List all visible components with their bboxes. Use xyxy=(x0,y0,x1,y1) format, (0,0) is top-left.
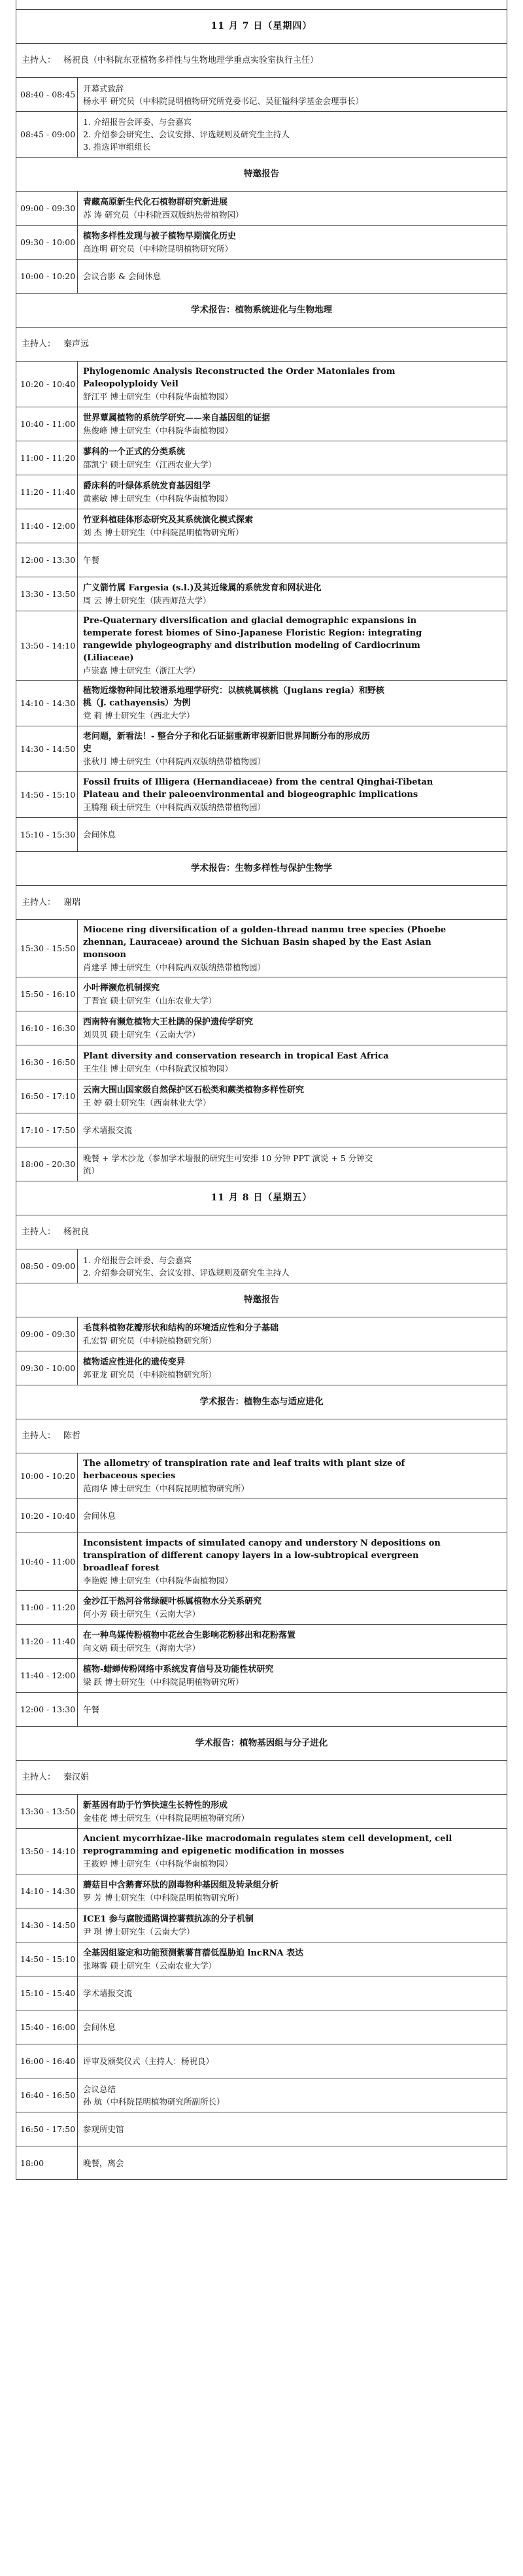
host-name: 陈哲 xyxy=(63,1431,81,1441)
content-cell xyxy=(78,1829,507,1874)
content-cell xyxy=(78,192,507,225)
host-name: 秦汉娟 xyxy=(63,1772,90,1782)
speaker-line: 邵凯宁 硕士研究生（江西农业大学） xyxy=(83,459,216,469)
talk-title: 史 xyxy=(83,744,92,754)
content-cell xyxy=(78,1659,507,1692)
schedule-row xyxy=(16,1351,507,1385)
time-cell: 13:30 - 13:50 xyxy=(16,1795,78,1828)
agenda-text: 孙 航（中科院昆明植物研究所副所长） xyxy=(83,2096,225,2107)
section-title: 学术报告：植物基因组与分子进化 xyxy=(195,1738,328,1748)
host-name: 杨祝良 xyxy=(63,1227,90,1237)
agenda-text: 晚餐，离会 xyxy=(83,2158,124,2168)
time-cell: 18:00 - 20:30 xyxy=(16,1147,78,1181)
talk-title: 云南大围山国家级自然保护区石松类和蕨类植物多样性研究 xyxy=(83,1085,305,1095)
schedule-row xyxy=(16,2078,507,2112)
host-name: 谢瑞 xyxy=(63,898,81,907)
speaker-line: 王筱婷 博士研究生（中科院华南植物园） xyxy=(83,1859,233,1869)
content-cell xyxy=(78,2146,507,2179)
schedule-row xyxy=(16,191,507,225)
time-cell: 16:40 - 16:50 xyxy=(16,2078,78,2112)
host-row xyxy=(16,1760,507,1794)
content-cell xyxy=(78,726,507,771)
section-header xyxy=(16,1726,507,1760)
content-cell xyxy=(78,1625,507,1658)
time-cell: 09:00 - 09:30 xyxy=(16,192,78,225)
schedule-row xyxy=(16,1658,507,1692)
content-cell xyxy=(78,2078,507,2112)
speaker-line: 党 莉 博士研究生（西北大学） xyxy=(83,711,195,720)
content-cell xyxy=(78,1908,507,1942)
agenda-text: 会间休息 xyxy=(83,830,116,839)
talk-title: 植物近缘物种间比较谱系地理学研究：以核桃属核桃（Juglans regia）和野核 xyxy=(83,686,384,696)
schedule-row xyxy=(16,2146,507,2180)
talk-title: Pre-Quaternary diversification and glacial demographic expansions in xyxy=(83,616,417,626)
speaker-line: 高连明 研究员（中科院昆明植物研究所） xyxy=(83,243,233,254)
talk-title: monsoon xyxy=(83,949,126,960)
speaker-line: 罗 芳 博士研究生（中科院昆明植物研究所） xyxy=(83,1892,244,1903)
schedule-table xyxy=(16,0,507,2180)
time-cell: 14:30 - 14:50 xyxy=(16,726,78,771)
speaker-line: 卢崇嘉 博士研究生（浙江大学） xyxy=(83,666,200,675)
talk-title: 老问题，新看法！- 整合分子和化石证据重新审视新旧世界间断分布的形成历 xyxy=(83,732,370,741)
schedule-row xyxy=(16,1113,507,1147)
content-cell xyxy=(78,509,507,543)
agenda-text: 流） xyxy=(83,1165,100,1176)
host-row xyxy=(16,327,507,361)
content-cell xyxy=(78,226,507,259)
host-name: 杨祝良（中科院东亚植物多样性与生物地理学重点实验室执行主任） xyxy=(63,56,319,65)
content-cell xyxy=(78,1942,507,1976)
speaker-line: 梁 跃 博士研究生（中科院昆明植物研究所） xyxy=(83,1676,244,1687)
agenda-text: 开幕式致辞 xyxy=(83,83,124,93)
content-cell xyxy=(78,818,507,851)
talk-title: 竹亚科植硅体形态研究及其系统演化模式探索 xyxy=(83,515,254,525)
section-title: 特邀报告 xyxy=(244,169,279,179)
talk-title: 广义箭竹属 Fargesia (s.l.)及其近缘属的系统发育和网状进化 xyxy=(83,583,322,593)
content-cell xyxy=(78,1011,507,1045)
content-cell xyxy=(78,112,507,157)
agenda-text: 会间休息 xyxy=(83,2022,116,2032)
time-cell: 11:40 - 12:00 xyxy=(16,509,78,543)
time-cell: 16:30 - 16:50 xyxy=(16,1045,78,1079)
time-cell: 14:10 - 14:30 xyxy=(16,1874,78,1908)
content-cell xyxy=(78,920,507,977)
host-row xyxy=(16,43,507,77)
talk-title: herbaceous species xyxy=(83,1471,176,1481)
agenda-text: 2. 介绍参会研究生、会议安排、评选规则及研究生主持人 xyxy=(83,1267,290,1278)
schedule-row xyxy=(16,977,507,1011)
schedule-row xyxy=(16,407,507,441)
time-cell: 11:00 - 11:20 xyxy=(16,441,78,475)
agenda-text: 2. 介绍参会研究生、会议安排、评选规则及研究生主持人 xyxy=(83,129,290,139)
content-cell xyxy=(78,2044,507,2078)
schedule-row xyxy=(16,726,507,771)
content-cell xyxy=(78,475,507,509)
host-name: 秦声远 xyxy=(63,339,90,349)
time-cell: 10:20 - 10:40 xyxy=(16,362,78,407)
schedule-row xyxy=(16,1590,507,1624)
speaker-line: 舒江平 博士研究生（中科院华南植物园） xyxy=(83,392,233,401)
section-title: 学术报告：植物系统进化与生物地理 xyxy=(191,305,332,315)
host-label: 主持人： xyxy=(22,56,56,65)
schedule-row xyxy=(16,771,507,817)
time-cell: 15:40 - 16:00 xyxy=(16,2010,78,2044)
speaker-line: 肖建孚 博士研究生（中科院西双版纳热带植物园） xyxy=(83,962,265,972)
speaker-line: 何小芳 硕士研究生（云南大学） xyxy=(83,1608,200,1619)
schedule-row xyxy=(16,1453,507,1499)
section-header xyxy=(16,293,507,327)
schedule-row xyxy=(16,611,507,680)
time-cell: 10:20 - 10:40 xyxy=(16,1499,78,1533)
talk-title: Phylogenomic Analysis Reconstructed the Order Matoniales from xyxy=(83,367,396,377)
speaker-line: 丁晋宜 硕士研究生（山东农业大学） xyxy=(83,995,216,1006)
day-header xyxy=(16,1181,507,1215)
content-cell xyxy=(78,1113,507,1147)
talk-title: ICE1 参与腐胺通路调控薯蓣抗冻的分子机制 xyxy=(83,1914,254,1924)
section-title: 学术报告：生物多样性与保护生物学 xyxy=(191,863,332,873)
talk-title: 青藏高原新生代化石植物群研究新进展 xyxy=(83,197,228,207)
section-header xyxy=(16,157,507,191)
schedule-row xyxy=(16,361,507,407)
talk-title: 植物-蜡蝉传粉网络中系统发育信号及功能性状研究 xyxy=(83,1664,274,1674)
agenda-text: 学术墙报交流 xyxy=(83,1988,133,1998)
section-title: 学术报告：植物生态与适应进化 xyxy=(199,1397,324,1407)
talk-title: 植物适应性进化的遗传变异 xyxy=(83,1357,186,1367)
schedule-row xyxy=(16,2112,507,2146)
content-cell xyxy=(78,543,507,577)
schedule-row xyxy=(16,1011,507,1045)
content-cell xyxy=(78,362,507,407)
agenda-text: 午餐 xyxy=(83,1704,100,1714)
schedule-row xyxy=(16,1976,507,2010)
schedule-row xyxy=(16,441,507,475)
talk-title: 全基因组鉴定和功能预测紫薯苜蓿低温胁迫 lncRNA 表达 xyxy=(83,1948,304,1958)
talk-title: Plant diversity and conservation research in tropical East Africa xyxy=(83,1051,389,1061)
time-cell: 17:10 - 17:50 xyxy=(16,1113,78,1147)
time-cell: 14:10 - 14:30 xyxy=(16,681,78,726)
talk-title: 小叶榉濒危机制探究 xyxy=(83,983,160,993)
agenda-text: 会议总结 xyxy=(83,2084,116,2094)
content-cell xyxy=(78,681,507,726)
content-cell xyxy=(78,772,507,817)
time-cell: 08:50 - 09:00 xyxy=(16,1249,78,1283)
speaker-line: 刘贝贝 硕士研究生（云南大学） xyxy=(83,1029,200,1040)
time-cell: 16:50 - 17:50 xyxy=(16,2112,78,2146)
content-cell xyxy=(78,1249,507,1283)
section-header xyxy=(16,851,507,885)
content-cell xyxy=(78,1693,507,1726)
talk-title: broadleaf forest xyxy=(83,1563,160,1573)
talk-title: 世界蕈属植物的系统学研究——来自基因组的证据 xyxy=(83,413,271,423)
talk-title: Miocene ring diversification of a golden-thread nanmu tree species (Phoebe xyxy=(83,924,447,935)
schedule-row xyxy=(16,225,507,259)
schedule-row xyxy=(16,1317,507,1351)
schedule-row xyxy=(16,1874,507,1908)
schedule-row xyxy=(16,1249,507,1283)
time-cell: 10:00 - 10:20 xyxy=(16,260,78,293)
schedule-row xyxy=(16,1147,507,1181)
host-row xyxy=(16,1419,507,1453)
speaker-line: 孔宏智 研究员（中科院植物研究所） xyxy=(83,1335,216,1346)
section-header xyxy=(16,1283,507,1317)
speaker-line: 范雨华 博士研究生（中科院昆明植物研究所） xyxy=(83,1483,249,1493)
agenda-text: 会间休息 xyxy=(83,1511,116,1521)
talk-title: 西南特有濒危植物大王杜鹃的保护遗传学研究 xyxy=(83,1017,254,1027)
talk-title: 新基因有助于竹笋快速生长特性的形成 xyxy=(83,1800,228,1810)
day-title: 11 月 7 日（星期四） xyxy=(211,21,312,31)
speaker-line: 尹 琪 博士研究生（云南大学） xyxy=(83,1926,195,1937)
content-cell xyxy=(78,1147,507,1181)
speaker-line: 刘 杰 博士研究生（中科院昆明植物研究所） xyxy=(83,527,244,537)
schedule-row xyxy=(16,543,507,577)
content-cell xyxy=(78,1976,507,2010)
content-cell xyxy=(78,1045,507,1079)
talk-title: The allometry of transpiration rate and leaf traits with plant size of xyxy=(83,1459,405,1468)
time-cell: 16:50 - 17:10 xyxy=(16,1079,78,1113)
host-label: 主持人： xyxy=(22,1772,56,1782)
speaker-line: 苏 涛 研究员（中科院西双版纳热带植物园） xyxy=(83,209,244,220)
speaker-line: 张秋月 博士研究生（中科院西双版纳热带植物园） xyxy=(83,756,265,766)
talk-title: transpiration of different canopy layers in a low-subtropical evergreen xyxy=(83,1550,419,1561)
agenda-text: 评审及颁奖仪式（主持人：杨祝良） xyxy=(83,2056,214,2066)
section-header xyxy=(16,1385,507,1419)
talk-title: Paleopolyploidy Veil xyxy=(83,379,178,389)
time-cell: 14:50 - 15:10 xyxy=(16,1942,78,1976)
time-cell: 14:30 - 14:50 xyxy=(16,1908,78,1942)
time-cell: 11:20 - 11:40 xyxy=(16,475,78,509)
speaker-line: 金桂花 博士研究生（中科院昆明植物研究所） xyxy=(83,1812,249,1823)
schedule-row xyxy=(16,2010,507,2044)
talk-title: 金沙江干热河谷常绿硬叶栎属植物水分关系研究 xyxy=(83,1596,262,1606)
talk-title: 在一种鸟媒传粉植物中花丝合生影响花粉移出和花粉落置 xyxy=(83,1630,296,1640)
content-cell xyxy=(78,407,507,441)
talk-title: 桃（J. cathayensis）为例 xyxy=(83,698,191,708)
time-cell: 13:50 - 14:10 xyxy=(16,611,78,680)
speaker-line: 张琳雾 硕士研究生（云南农业大学） xyxy=(83,1960,216,1971)
agenda-text: 学术墙报交流 xyxy=(83,1125,133,1135)
time-cell: 10:40 - 11:00 xyxy=(16,407,78,441)
speaker-line: 周 云 博士研究生（陕西师范大学） xyxy=(83,595,211,605)
speaker-line: 王腾翔 硕士研究生（中科院西双版纳热带植物园） xyxy=(83,802,265,812)
talk-title: Plateau and their paleoenvironmental and biogeographic implications xyxy=(83,790,418,800)
time-cell: 16:10 - 16:30 xyxy=(16,1011,78,1045)
time-cell: 15:50 - 16:10 xyxy=(16,977,78,1011)
host-label: 主持人： xyxy=(22,898,56,907)
schedule-row xyxy=(16,509,507,543)
time-cell: 15:10 - 15:40 xyxy=(16,1976,78,2010)
agenda-text: 午餐 xyxy=(83,555,100,565)
talk-title: rangewide phylogeography and distribution modeling of Cardiocrinum xyxy=(83,641,420,651)
time-cell: 10:40 - 11:00 xyxy=(16,1533,78,1590)
agenda-text: 参观所史馆 xyxy=(83,2124,124,2134)
day-title: 11 月 8 日（星期五） xyxy=(211,1193,312,1203)
agenda-text: 3. 推选评审组组长 xyxy=(83,142,151,152)
agenda-text: 1. 介绍报告会评委、与会嘉宾 xyxy=(83,1255,192,1265)
time-cell: 09:00 - 09:30 xyxy=(16,1317,78,1351)
host-label: 主持人： xyxy=(22,1431,56,1441)
talk-title: 植物多样性发现与被子植物早期演化历史 xyxy=(83,231,237,241)
time-cell: 15:30 - 15:50 xyxy=(16,920,78,977)
host-label: 主持人： xyxy=(22,339,56,349)
content-cell xyxy=(78,441,507,475)
content-cell xyxy=(78,2010,507,2044)
talk-title: zhennan, Lauraceae) around the Sichuan Basin shaped by the East Asian xyxy=(83,937,431,947)
talk-title: Inconsistent impacts of simulated canopy and understory N depositions on xyxy=(83,1538,441,1548)
schedule-row xyxy=(16,1499,507,1533)
content-cell xyxy=(78,2112,507,2146)
time-cell: 09:30 - 10:00 xyxy=(16,226,78,259)
content-cell xyxy=(78,1533,507,1590)
host-label: 主持人： xyxy=(22,1227,56,1237)
time-cell: 11:40 - 12:00 xyxy=(16,1659,78,1692)
talk-title: 蓼科的一个正式的分类系统 xyxy=(83,447,186,457)
content-cell xyxy=(78,1351,507,1385)
schedule-row xyxy=(16,1533,507,1590)
time-cell: 11:20 - 11:40 xyxy=(16,1625,78,1658)
time-cell: 16:00 - 16:40 xyxy=(16,2044,78,2078)
schedule-row xyxy=(16,1828,507,1874)
content-cell xyxy=(78,1591,507,1624)
schedule-row xyxy=(16,817,507,851)
speaker-line: 向文婧 硕士研究生（海南大学） xyxy=(83,1642,200,1653)
section-title: 特邀报告 xyxy=(244,1295,279,1305)
speaker-line: 王生佳 博士研究生（中科院武汉植物园） xyxy=(83,1063,233,1074)
content-cell xyxy=(78,577,507,611)
speaker-line: 王 婷 硕士研究生（西南林业大学） xyxy=(83,1097,211,1108)
speaker-line: 李艳妮 博士研究生（中科院华南植物园） xyxy=(83,1575,233,1585)
time-cell: 14:50 - 15:10 xyxy=(16,772,78,817)
time-cell: 11:00 - 11:20 xyxy=(16,1591,78,1624)
content-cell xyxy=(78,1874,507,1908)
schedule-row xyxy=(16,1045,507,1079)
time-cell: 08:40 - 08:45 xyxy=(16,78,78,111)
talk-title: temperate forest biomes of Sino-Japanese Floristic Region: integrating xyxy=(83,628,422,638)
time-cell: 09:30 - 10:00 xyxy=(16,1351,78,1385)
time-cell: 12:00 - 13:30 xyxy=(16,543,78,577)
schedule-row xyxy=(16,1794,507,1828)
talk-title: (Liliaceae) xyxy=(83,653,134,663)
talk-title: Fossil fruits of Illigera (Hernandiaceae) from the central Qinghai-Tibetan xyxy=(83,777,433,787)
content-cell xyxy=(78,977,507,1011)
speaker-line: 焦俊峰 博士研究生（中科院华南植物园） xyxy=(83,425,233,435)
agenda-text: 会议合影 & 会间休息 xyxy=(83,271,161,281)
schedule-row xyxy=(16,111,507,157)
host-row xyxy=(16,885,507,919)
agenda-text: 1. 介绍报告会评委、与会嘉宾 xyxy=(83,117,192,127)
content-cell xyxy=(78,1795,507,1828)
content-cell xyxy=(78,1317,507,1351)
schedule-row xyxy=(16,680,507,726)
content-cell xyxy=(78,78,507,111)
time-cell: 12:00 - 13:30 xyxy=(16,1693,78,1726)
schedule-row xyxy=(16,1624,507,1658)
content-cell xyxy=(78,1499,507,1533)
schedule-row xyxy=(16,259,507,293)
schedule-row xyxy=(16,1079,507,1113)
agenda-text: 晚餐 + 学术沙龙（参加学术墙报的研究生可安排 10 分钟 PPT 演说 + 5 分钟交 xyxy=(83,1153,373,1163)
speaker-line: 郭亚龙 研究员（中科院植物研究所） xyxy=(83,1369,216,1380)
time-cell: 13:30 - 13:50 xyxy=(16,577,78,611)
time-cell: 10:00 - 10:20 xyxy=(16,1453,78,1499)
talk-title: reprogramming and epigenetic modification in mosses xyxy=(83,1846,345,1856)
talk-title: 爵床科的叶绿体系统发育基因组学 xyxy=(83,481,211,491)
schedule-row xyxy=(16,577,507,611)
schedule-row xyxy=(16,2044,507,2078)
talk-title: 毛茛科植物花瓣形状和结构的环境适应性和分子基础 xyxy=(83,1323,279,1333)
talk-title: Ancient mycorrhizae-like macrodomain regulates stem cell development, cell xyxy=(83,1834,452,1844)
content-cell xyxy=(78,1079,507,1113)
schedule-row xyxy=(16,919,507,977)
host-row xyxy=(16,1215,507,1249)
talk-title: 蘑菇目中含鹅膏环肽的剧毒物种基因组及转录组分析 xyxy=(83,1880,279,1890)
speaker-line: 黄素敏 博士研究生（中科院华南植物园） xyxy=(83,493,233,503)
time-cell: 08:45 - 09:00 xyxy=(16,112,78,157)
content-cell xyxy=(78,260,507,293)
content-cell xyxy=(78,611,507,680)
content-cell xyxy=(78,1453,507,1499)
day-header xyxy=(16,9,507,43)
schedule-row xyxy=(16,475,507,509)
schedule-row xyxy=(16,1692,507,1726)
time-cell: 15:10 - 15:30 xyxy=(16,818,78,851)
agenda-text: 杨永平 研究员（中科院昆明植物研究所党委书记、吴征镒科学基金会理事长） xyxy=(83,95,363,106)
time-cell: 18:00 xyxy=(16,2146,78,2179)
schedule-row xyxy=(16,77,507,111)
time-cell: 13:50 - 14:10 xyxy=(16,1829,78,1874)
schedule-row xyxy=(16,1942,507,1976)
schedule-row xyxy=(16,1908,507,1942)
